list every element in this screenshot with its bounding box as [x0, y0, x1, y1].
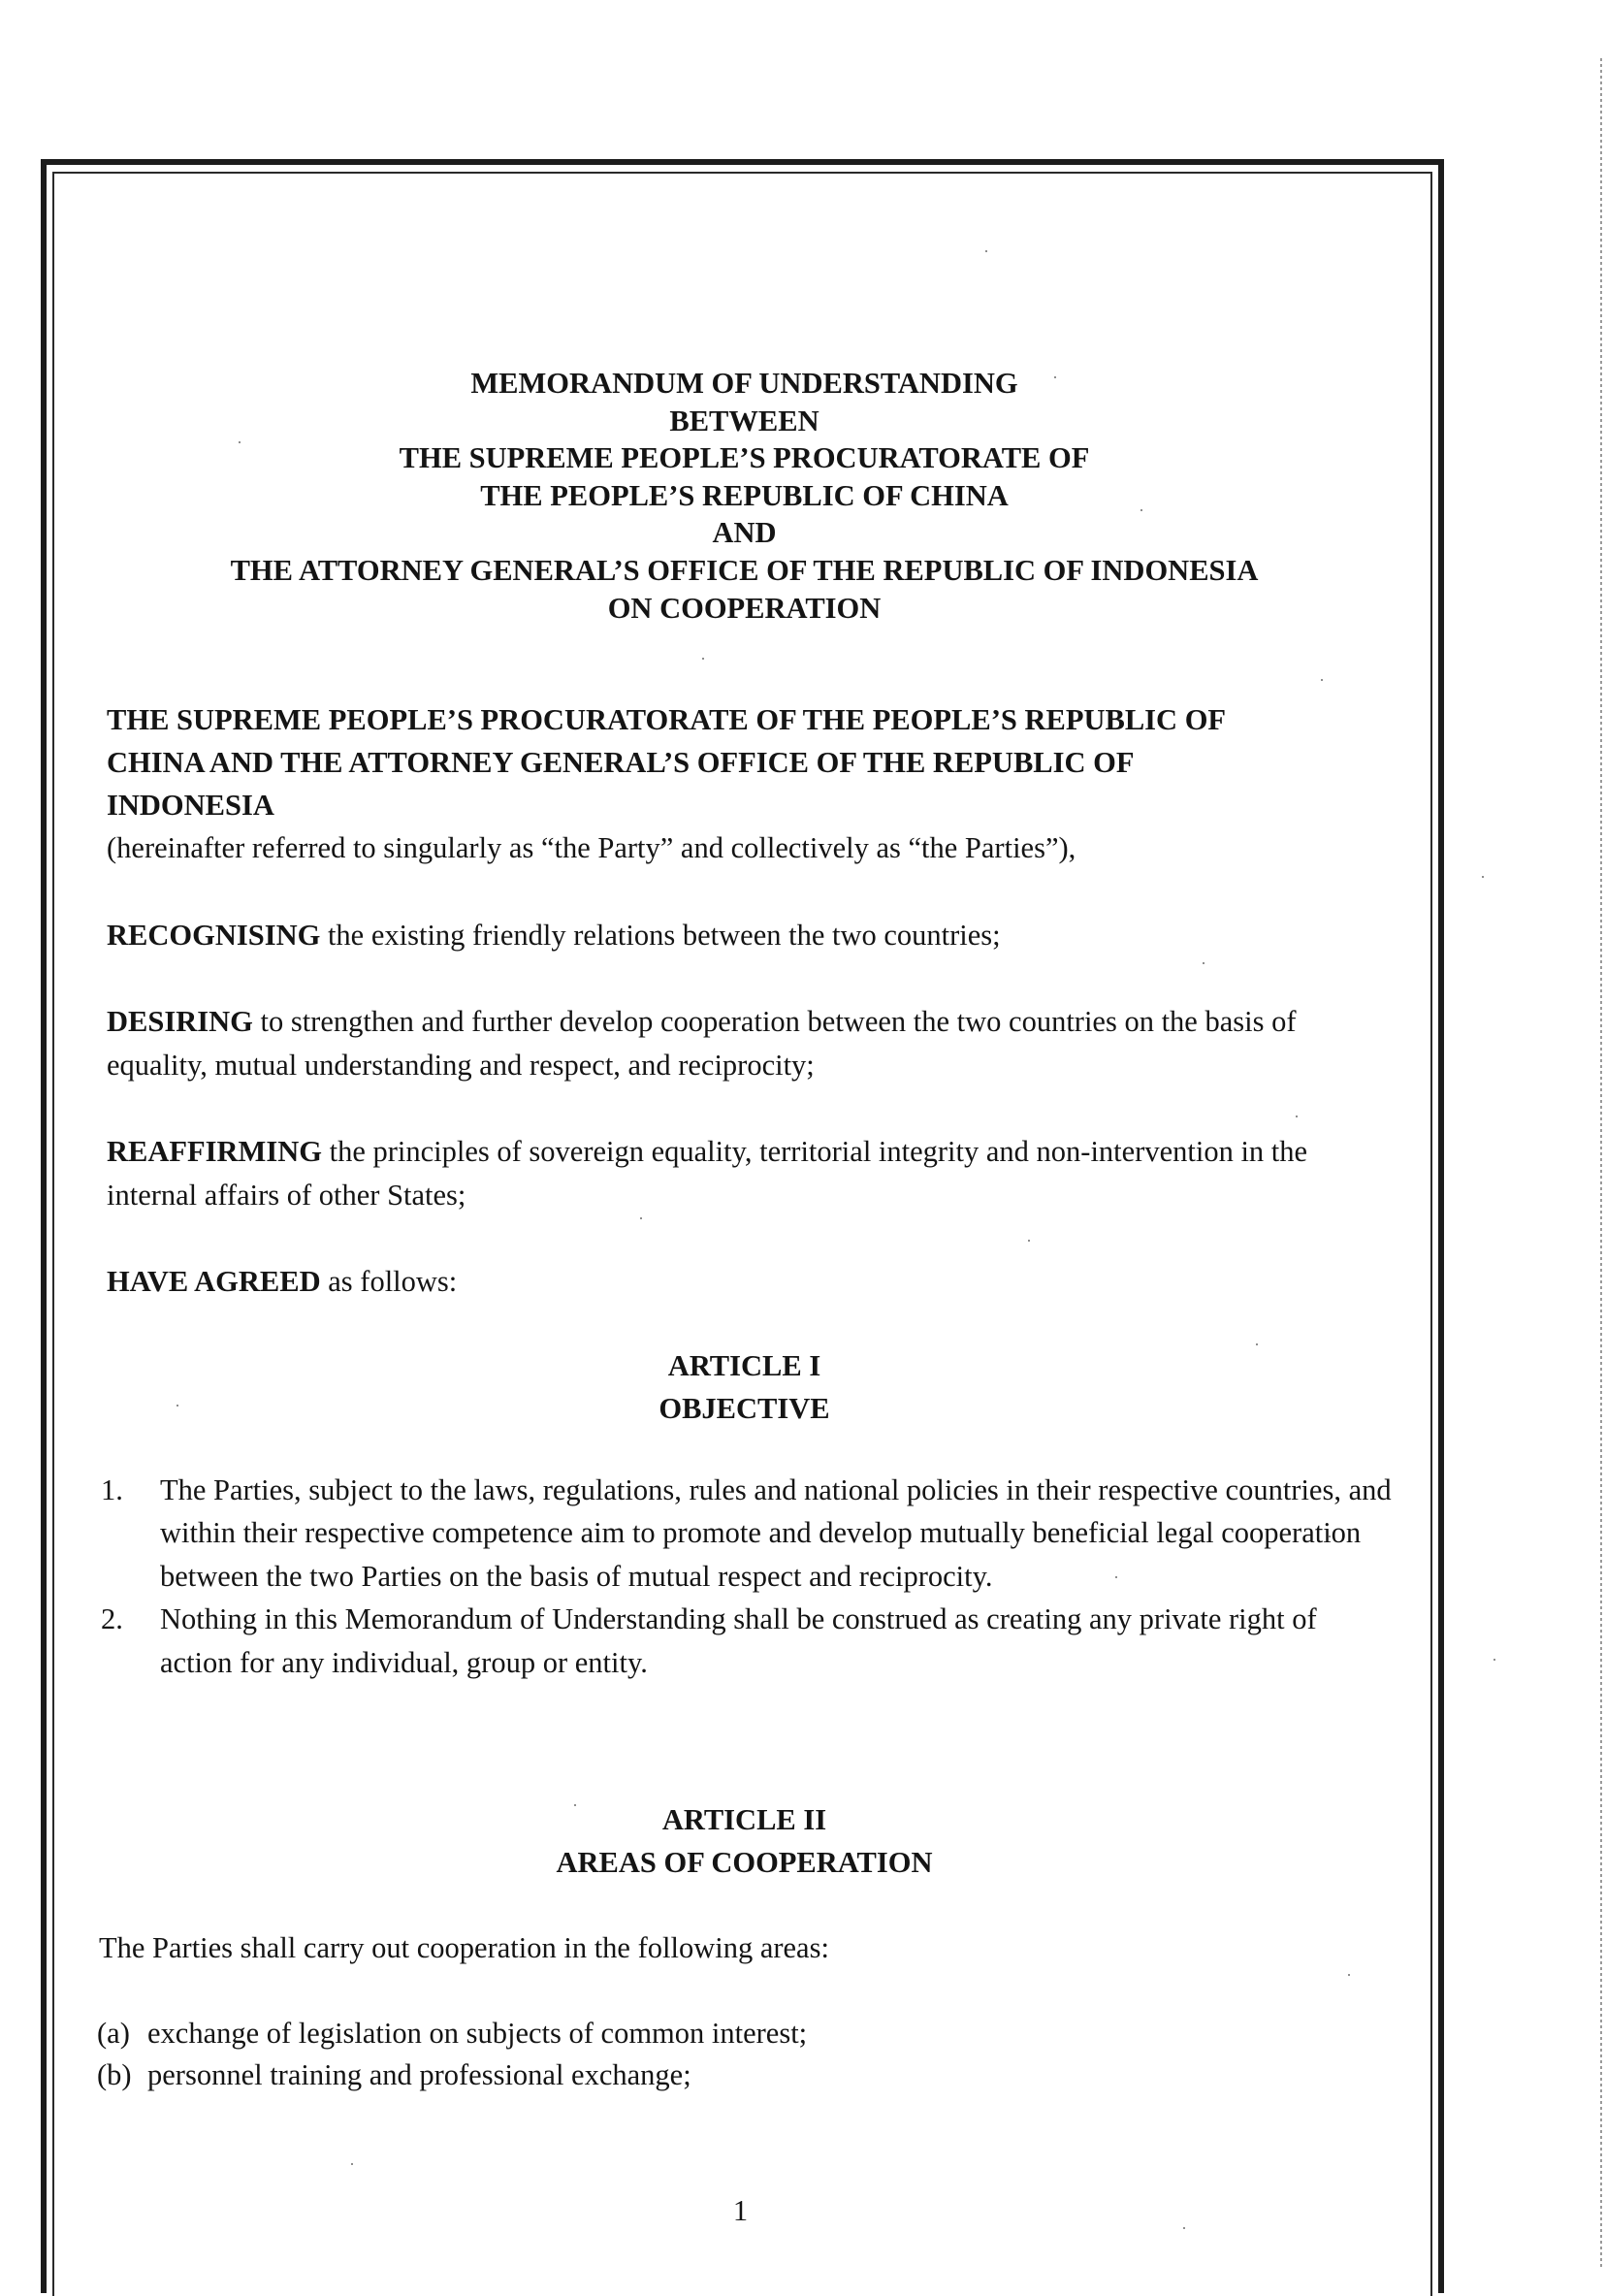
hereinafter-clause: (hereinafter referred to singularly as “the Party” and collectively as “the Parties”), — [107, 831, 1076, 865]
article-number: ARTICLE II — [661, 1803, 827, 1837]
title-line: BETWEEN — [669, 404, 819, 437]
preamble-keyword: DESIRING — [107, 1005, 253, 1039]
preamble-text: the existing friendly relations between the two countries; — [320, 918, 1001, 952]
article-1-list — [97, 1469, 1392, 1685]
article-2-heading — [97, 1798, 1392, 1884]
preamble-agreed — [97, 1260, 1392, 1304]
article-1-heading — [97, 1344, 1392, 1430]
title-line: ON COOPERATION — [607, 591, 882, 625]
scan-speck — [985, 250, 987, 252]
item-text: The Parties, subject to the laws, regulations, rules and national policies in their respective countries, and within their respective competence aim to promote and develop mutually beneficial legal cooperation between the two Parties on the basis of mutual respect and reciprocity. — [160, 1472, 1392, 1593]
preamble-desiring — [97, 1000, 1392, 1086]
article-2-list — [97, 2013, 1392, 2096]
document-body — [97, 365, 1392, 2096]
title-line: AND — [712, 516, 777, 550]
parties-line: CHINA AND THE ATTORNEY GENERAL’S OFFICE OF THE REPUBLIC OF — [107, 746, 1135, 780]
item-letter: (a) — [97, 2016, 130, 2050]
item-letter: (b) — [97, 2057, 132, 2091]
item-number: 1. — [101, 1472, 123, 1506]
preamble-keyword: HAVE AGREED — [107, 1265, 321, 1299]
item-text: Nothing in this Memorandum of Understanding shall be construed as creating any private right of action for any individual, group or entity. — [160, 1602, 1317, 1679]
parties-line: THE SUPREME PEOPLE’S PROCURATORATE OF THE PEOPLE’S REPUBLIC OF — [107, 703, 1227, 737]
scan-edge-line — [1600, 58, 1602, 2269]
scan-speck — [351, 2163, 353, 2165]
preamble-recognising — [97, 914, 1392, 957]
parties-statement — [97, 698, 1392, 826]
scan-speck — [1494, 1659, 1495, 1661]
parties-line: INDONESIA — [107, 789, 274, 823]
list-item — [97, 2054, 1392, 2096]
article-title: OBJECTIVE — [658, 1391, 830, 1425]
list-item — [97, 2013, 1392, 2054]
title-line: THE PEOPLE’S REPUBLIC OF CHINA — [480, 478, 1009, 512]
preamble-keyword: REAFFIRMING — [107, 1135, 322, 1169]
article-2-intro: The Parties shall carry out cooperation in the following areas: — [99, 1931, 829, 1965]
scan-speck — [1482, 876, 1484, 878]
item-number: 2. — [101, 1602, 123, 1636]
preamble-text: to strengthen and further develop cooperation between the two countries on the basis of equality, mutual understanding and respect, and reciprocity; — [107, 1005, 1297, 1082]
preamble-text: as follows: — [320, 1265, 458, 1299]
page-number: 1 — [732, 2194, 749, 2227]
document-title — [97, 365, 1392, 627]
list-item — [97, 1469, 1392, 1599]
list-item — [97, 1598, 1392, 1684]
preamble-reaffirming — [97, 1130, 1392, 1216]
preamble-text: the principles of sovereign equality, territorial integrity and non-intervention in the internal affairs of other States; — [107, 1135, 1308, 1212]
item-text: exchange of legislation on subjects of common interest; — [147, 2016, 808, 2050]
title-line: THE ATTORNEY GENERAL’S OFFICE OF THE REPUBLIC OF INDONESIA — [230, 553, 1259, 587]
title-line: THE SUPREME PEOPLE’S PROCURATORATE OF — [399, 441, 1090, 475]
title-line: MEMORANDUM OF UNDERSTANDING — [470, 367, 1018, 400]
item-text: personnel training and professional exchange; — [147, 2057, 691, 2091]
article-title: AREAS OF COOPERATION — [556, 1846, 933, 1880]
preamble-keyword: RECOGNISING — [107, 918, 321, 952]
article-number: ARTICLE I — [667, 1348, 821, 1382]
